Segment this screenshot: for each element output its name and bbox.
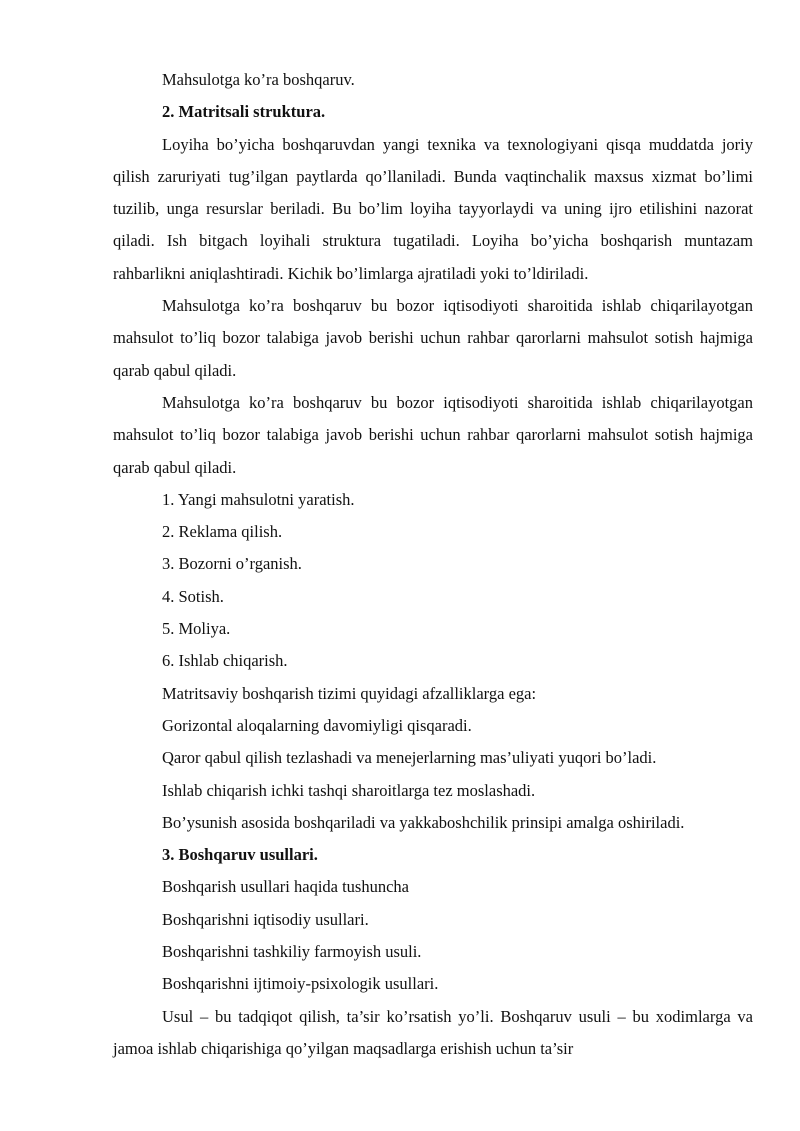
document-page <box>113 64 753 1065</box>
advantage-item: Gorizontal aloqalarning davomiyligi qisqaradi. <box>162 715 472 735</box>
method-item: Boshqarishni ijtimoiy-psixologik usullari. <box>162 974 439 994</box>
advantage-item: Qaror qabul qilish tezlashadi va menejerlarning mas’uliyati yuqori bo’ladi. <box>162 748 657 768</box>
list-item: 5. Moliya. <box>162 619 231 639</box>
method-item: Boshqarish usullari haqida tushuncha <box>162 877 410 897</box>
paragraph-project: Loyiha bo’yicha boshqaruvdan yangi texnika va texnologiyani qisqa muddatda joriy qilish zaruriyati tug’ilgan paytlarda qo’llaniladi. Bunda vaqtinchalik maxsus xizmat bo’limi tuzilib, unga resurslar beriladi. Bu bo’lim loyiha tayyorlaydi va uning ijro etilishini nazorat qiladi. Ish bitgach loyihali struktura tugatiladi. Loyiha bo’yicha boshqarish muntazam rahbarlikni aniqlashtiradi. Kichik bo’limlarga ajratiladi yoki to’ldiriladi. <box>113 134 753 283</box>
advantage-item: Bo’ysunish asosida boshqariladi va yakkaboshchilik prinsipi amalga oshiriladi. <box>162 812 685 832</box>
list-item: 3. Bozorni o’rganish. <box>162 554 302 574</box>
list-item: 1. Yangi mahsulotni yaratish. <box>162 489 355 509</box>
intro-line: Mahsulotga ko’ra boshqaruv. <box>162 70 355 89</box>
list-item: 4. Sotish. <box>162 586 224 606</box>
method-item: Boshqarishni iqtisodiy usullari. <box>162 909 369 929</box>
paragraph-method: Usul – bu tadqiqot qilish, ta’sir ko’rsatish yo’li. Boshqaruv usuli – bu xodimlarga va jamoa ishlab chiqarishiga qo’yilgan maqsadlarga erishish uchun ta’sir <box>113 1006 753 1058</box>
paragraph-product-2: Mahsulotga ko’ra boshqaruv bu bozor iqtisodiyoti sharoitida ishlab chiqarilayotgan mahsulot to’liq bozor talabiga javob berishi uchun rahbar qarorlarni mahsulot sotish hajmiga qarab qabul qiladi. <box>113 392 753 477</box>
paragraph-product-1: Mahsulotga ko’ra boshqaruv bu bozor iqtisodiyoti sharoitida ishlab chiqarilayotgan mahsulot to’liq bozor talabiga javob berishi uchun rahbar qarorlarni mahsulot sotish hajmiga qarab qabul qiladi. <box>113 296 753 380</box>
list-item: 2. Reklama qilish. <box>162 522 283 542</box>
list-item: 6. Ishlab chiqarish. <box>162 651 288 671</box>
advantages-intro: Matritsaviy boshqarish tizimi quyidagi afzalliklarga ega: <box>162 683 537 703</box>
advantage-item: Ishlab chiqarish ichki tashqi sharoitlarga tez moslashadi. <box>162 780 536 800</box>
section-heading-matrix: 2. Matritsali struktura. <box>162 102 326 122</box>
section-heading-methods: 3. Boshqaruv usullari. <box>162 845 318 865</box>
method-item: Boshqarishni tashkiliy farmoyish usuli. <box>162 942 422 962</box>
